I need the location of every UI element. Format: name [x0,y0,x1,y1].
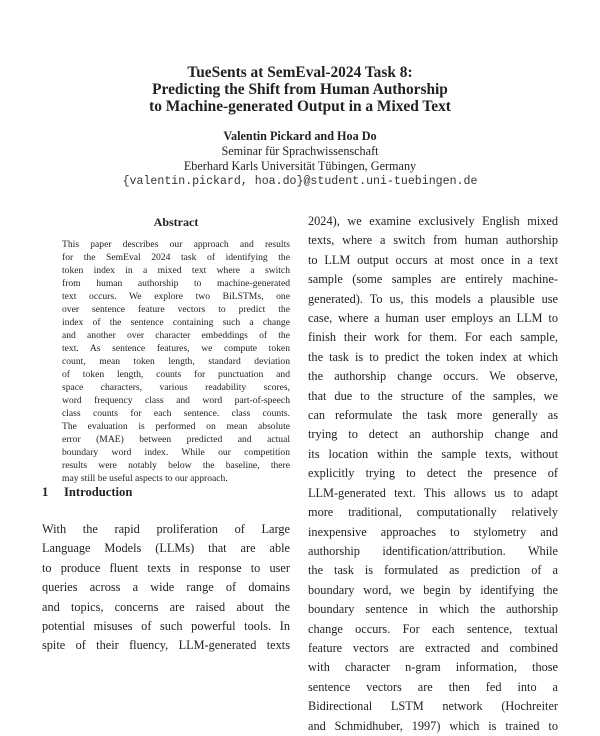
paper-title [0,64,600,115]
text-line: Language Models (LLMs) that are able [42,541,290,556]
text-line: and another over character embeddings of the [62,330,290,341]
text-line: more traditional, computationally relatively [308,505,558,520]
title-line: to Machine-generated Output in a Mixed Text [149,98,451,115]
text-line: results were notably below the baseline, there [62,460,290,471]
text-line: the authorship change occurs. We observe, [308,369,558,384]
text-line: the task is formulated as prediction of a [308,563,558,578]
author-block [0,129,600,189]
text-line: with character n-gram information, those [308,660,558,675]
text-line: can reformulate the task more generally as [308,408,558,423]
title-line: Predicting the Shift from Human Authorship [152,81,448,98]
text-line: error (MAE) between predicted and actual [62,434,290,445]
affiliation-line: Eberhard Karls Universität Tübingen, Germany [183,159,417,173]
text-line: trying to detect an authorship change and [308,427,558,442]
left-column-body [42,520,290,656]
author-names: Valentin Pickard and Hoa Do [223,129,377,143]
text-line: the task is to predict the token index at which [308,349,558,364]
text-line: boundary word index. While our competition [62,447,290,458]
text-line: for the SemEval 2024 task of identifying the [62,252,290,263]
text-line: and topics, concerns are raised about the [42,599,290,614]
text-line: of token length, counts for punctuation and [62,369,290,380]
text-line: The evaluation is performed on mean absolute [62,421,290,432]
text-line: feature vectors are extracted and combined [308,640,558,655]
section-number: 1 [42,485,49,499]
text-line: finish their work for them. For each sample, [308,330,558,345]
text-line: to LLM output occurs at most once in a text [308,252,558,267]
section-title: Introduction [64,485,133,499]
author-email: {valentin.pickard, hoa.do}@student.uni-tuebingen.de [122,175,478,188]
text-line: space characters, various readability scores, [62,382,290,393]
text-line: text. As sentence features, we compute token [62,343,290,354]
text-line: spite of their fluency, LLM-generated texts [42,638,290,653]
text-line: count, mean token length, standard deviation [62,356,290,367]
text-line: its location within the sample texts, without [308,446,558,461]
text-line: With the rapid proliferation of Large [42,522,290,536]
text-line: may still be useful aspects to our approach. [62,473,228,484]
text-line: explicitly trying to detect the presence of [308,466,558,481]
text-line: sample (some samples are entirely machine- [308,272,558,287]
text-line: texts, where a switch from human authorship [308,233,558,248]
text-line: index of the sentence containing such a change [62,317,290,328]
text-line: over sentence feature vectors to predict the [62,304,290,315]
text-line: class counts for each sentence. class counts. [62,408,290,419]
text-line: potential misuses of such powerful tools. In [42,619,290,634]
abstract-body [62,238,290,485]
section-heading [42,485,132,500]
text-line: to produce fluent texts in response to user [42,560,290,575]
text-line: that due to the structure of the samples, we [308,388,558,403]
title-line: TueSents at SemEval-2024 Task 8: [187,64,413,81]
text-line: change occurs. For each sentence, textual [308,621,558,636]
text-line: generated). To us, this models a plausible use [308,291,558,306]
right-column-body [308,212,558,736]
text-line: from human authorship to machine-generated [62,278,290,289]
text-line: 2024), we examine exclusively English mixed [308,214,558,228]
text-line: boundary sentence in which the authorship [308,602,558,617]
text-line: sentence vectors are then fed into a [308,679,558,694]
text-line: word frequency class and word part-of-speech [62,395,290,406]
text-line: and Schmidhuber, 1997) which is trained to [308,718,558,733]
affiliation-line: Seminar für Sprachwissenschaft [221,144,379,158]
text-line: authorship identification/attribution. While [308,543,558,558]
text-line: Bidirectional LSTM network (Hochreiter [308,699,558,714]
text-line: This paper describes our approach and results [62,239,290,250]
abstract-heading: Abstract [153,215,199,229]
text-line: case, where a human user employs an LLM to [308,311,558,326]
text-line: text occurs. We explore two BiLSTMs, one [62,291,290,302]
text-line: queries across a wide range of domains [42,580,290,595]
text-line: inexpensive approaches to stylometry and [308,524,558,539]
text-line: token index in a mixed text where a switch [62,265,290,276]
text-line: boundary word, we begin by identifying the [308,582,558,597]
text-line: LLM-generated text. This allows us to adapt [308,485,558,500]
